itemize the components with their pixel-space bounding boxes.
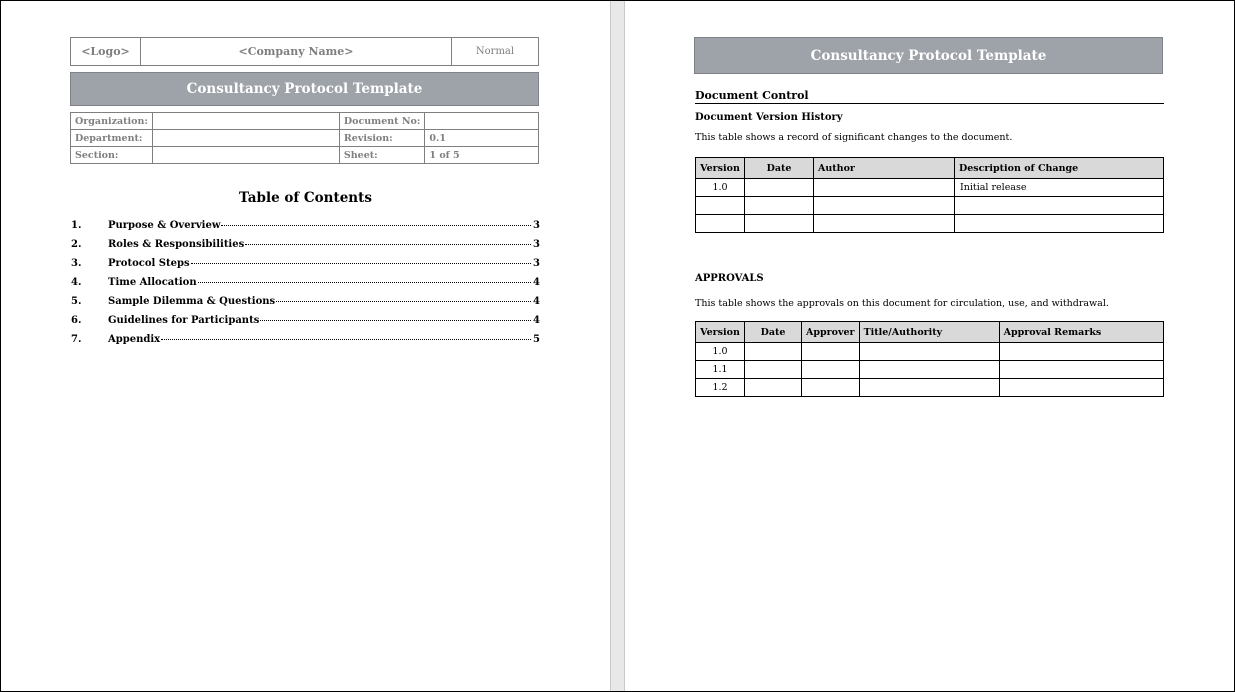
organization-label: Organization: (71, 113, 153, 130)
toc-page: 4 (533, 315, 540, 326)
table-cell[interactable] (802, 343, 860, 361)
toc-leader (245, 244, 531, 245)
column-header: Date (745, 158, 814, 179)
table-row (696, 179, 1164, 197)
toc-number: 5. (71, 296, 82, 307)
document-no-value (425, 113, 539, 130)
toc-page: 4 (533, 277, 540, 288)
version-history-description: This table shows a record of significant changes to the document. (695, 132, 1013, 143)
toc-leader (198, 282, 531, 283)
revision-label: Revision: (339, 130, 425, 147)
toc-label: Appendix (108, 334, 161, 345)
page-1 (1, 1, 610, 691)
approvals-heading: APPROVALS (695, 273, 764, 284)
document-title: Consultancy Protocol Template (70, 72, 539, 106)
page-gutter (610, 1, 625, 691)
table-cell[interactable] (814, 179, 955, 197)
table-cell[interactable] (745, 343, 802, 361)
toc-item[interactable] (71, 334, 540, 353)
table-cell[interactable] (696, 215, 745, 233)
toc-label: Guidelines for Participants (108, 315, 260, 326)
toc-item[interactable] (71, 220, 540, 239)
toc-leader (260, 320, 531, 321)
toc-number: 2. (71, 239, 82, 250)
sheet-value: 1 of 5 (425, 147, 539, 164)
table-cell[interactable]: 1.2 (696, 379, 745, 397)
logo-placeholder: <Logo> (71, 38, 141, 66)
document-no-label: Document No: (339, 113, 425, 130)
column-header: Approval Remarks (999, 322, 1163, 343)
toc-number: 3. (71, 258, 82, 269)
table-cell[interactable] (955, 197, 1164, 215)
toc-item[interactable] (71, 258, 540, 277)
table-of-contents (71, 220, 540, 353)
toc-label: Roles & Responsibilities (108, 239, 245, 250)
table-cell[interactable] (745, 215, 814, 233)
revision-value: 0.1 (425, 130, 539, 147)
section-label: Section: (71, 147, 153, 164)
table-cell[interactable] (859, 379, 999, 397)
toc-label: Purpose & Overview (108, 220, 221, 231)
style-label: Normal (452, 38, 539, 66)
column-header: Title/Authority (859, 322, 999, 343)
toc-label: Sample Dilemma & Questions (108, 296, 276, 307)
sheet-label: Sheet: (339, 147, 425, 164)
toc-label: Protocol Steps (108, 258, 190, 269)
toc-leader (191, 263, 531, 264)
toc-number: 4. (71, 277, 82, 288)
document-control-heading: Document Control (695, 89, 1164, 104)
table-row (696, 197, 1164, 215)
toc-item[interactable] (71, 315, 540, 334)
toc-page: 3 (533, 258, 540, 269)
toc-leader (161, 339, 531, 340)
table-cell[interactable] (745, 179, 814, 197)
table-row (696, 215, 1164, 233)
table-row (696, 379, 1164, 397)
document-info-table (70, 112, 539, 164)
table-cell[interactable] (696, 197, 745, 215)
department-label: Department: (71, 130, 153, 147)
approvals-table (695, 321, 1164, 397)
table-cell[interactable] (859, 343, 999, 361)
toc-item[interactable] (71, 277, 540, 296)
table-cell[interactable] (999, 361, 1163, 379)
table-cell[interactable] (745, 361, 802, 379)
toc-item[interactable] (71, 239, 540, 258)
column-header: Description of Change (955, 158, 1164, 179)
version-history-heading: Document Version History (695, 112, 843, 123)
approvals-description: This table shows the approvals on this document for circulation, use, and withdrawal. (695, 298, 1109, 309)
toc-page: 5 (533, 334, 540, 345)
version-history-table (695, 157, 1164, 233)
table-cell[interactable] (999, 343, 1163, 361)
toc-leader (221, 225, 531, 226)
table-cell[interactable]: 1.0 (696, 179, 745, 197)
toc-page: 3 (533, 239, 540, 250)
column-header: Version (696, 322, 745, 343)
section-value (152, 147, 339, 164)
toc-leader (276, 301, 531, 302)
table-header-row (696, 322, 1164, 343)
table-cell[interactable] (745, 379, 802, 397)
column-header: Author (814, 158, 955, 179)
toc-page: 4 (533, 296, 540, 307)
column-header: Approver (802, 322, 860, 343)
page-2 (626, 1, 1234, 691)
table-cell[interactable] (814, 215, 955, 233)
document-title: Consultancy Protocol Template (694, 37, 1163, 74)
toc-label: Time Allocation (108, 277, 197, 288)
toc-number: 1. (71, 220, 82, 231)
table-cell[interactable] (802, 361, 860, 379)
toc-page: 3 (533, 220, 540, 231)
table-row (696, 361, 1164, 379)
table-cell[interactable] (999, 379, 1163, 397)
toc-number: 6. (71, 315, 82, 326)
column-header: Version (696, 158, 745, 179)
toc-item[interactable] (71, 296, 540, 315)
table-cell[interactable]: Initial release (955, 179, 1164, 197)
table-cell[interactable] (745, 197, 814, 215)
company-name: <Company Name> (141, 38, 452, 66)
table-header-row (696, 158, 1164, 179)
table-cell[interactable]: 1.0 (696, 343, 745, 361)
column-header: Date (745, 322, 802, 343)
organization-value (152, 113, 339, 130)
table-cell[interactable] (859, 361, 999, 379)
table-cell[interactable] (955, 215, 1164, 233)
header-table (70, 37, 539, 66)
toc-number: 7. (71, 334, 82, 345)
department-value (152, 130, 339, 147)
table-cell[interactable] (802, 379, 860, 397)
table-row (696, 343, 1164, 361)
table-cell[interactable] (814, 197, 955, 215)
table-cell[interactable]: 1.1 (696, 361, 745, 379)
toc-title: Table of Contents (239, 190, 372, 206)
